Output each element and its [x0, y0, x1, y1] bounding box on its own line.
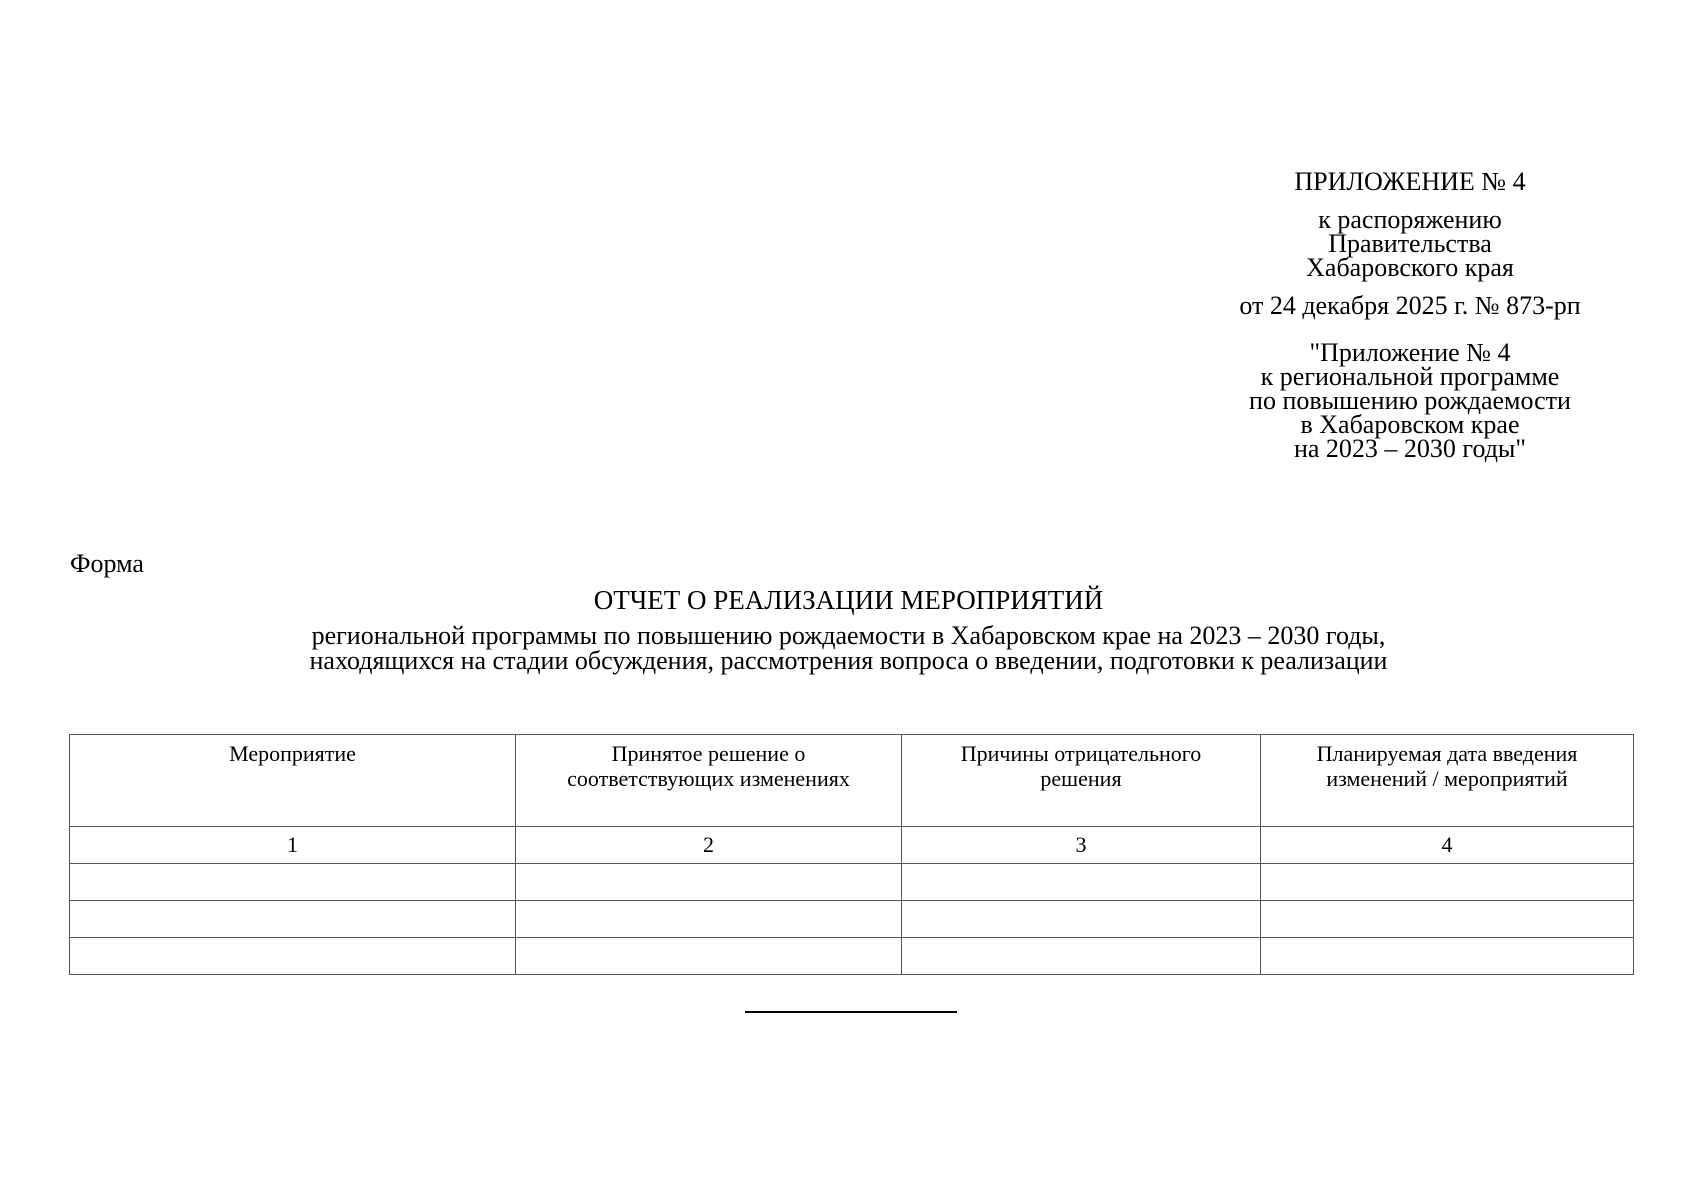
header-text: Причины отрицательного	[960, 741, 1202, 766]
table-cell	[70, 938, 516, 975]
header-text: Мероприятие	[229, 741, 356, 766]
report-table	[69, 734, 1634, 975]
table-cell	[516, 864, 902, 901]
table-cell	[1261, 938, 1634, 975]
table-cell	[902, 938, 1261, 975]
annex-line-government: Правительства	[1328, 229, 1492, 258]
header-planned-date	[1261, 735, 1634, 827]
table-cell	[1261, 901, 1634, 938]
header-activity	[70, 735, 516, 827]
header-text: Принятое решение о	[611, 741, 806, 766]
annex-quote-line: по повышению рождаемости	[1249, 386, 1571, 415]
report-subtitle	[0, 623, 1697, 673]
header-text: изменений / мероприятий	[1326, 766, 1568, 791]
column-number: 2	[516, 827, 902, 864]
annex-line-region: Хабаровского края	[1306, 253, 1514, 282]
annex-quote-line: к региональной программе	[1260, 362, 1560, 391]
column-number: 4	[1261, 827, 1634, 864]
table-cell	[902, 864, 1261, 901]
header-decision	[516, 735, 902, 827]
column-number: 1	[70, 827, 516, 864]
annex-title: ПРИЛОЖЕНИЕ № 4	[1294, 167, 1526, 196]
annex-quote-line: в Хабаровском крае	[1300, 410, 1520, 439]
report-title: ОТЧЕТ О РЕАЛИЗАЦИИ МЕРОПРИЯТИЙ	[593, 585, 1104, 615]
header-text: Планируемая дата введения	[1316, 741, 1578, 766]
annex-line-order: к распоряжению	[1318, 205, 1502, 234]
table-cell	[70, 901, 516, 938]
annex-date: от 24 декабря 2025 г. № 873-рп	[1239, 291, 1581, 320]
table-number-row	[70, 827, 1634, 864]
column-number: 3	[902, 827, 1261, 864]
table-row	[70, 901, 1634, 938]
table-cell	[516, 938, 902, 975]
table-row	[70, 938, 1634, 975]
header-reasons	[902, 735, 1261, 827]
report-subtitle-line: региональной программы по повышению рождаемости в Хабаровском крае на 2023 – 2030 годы,	[311, 621, 1386, 650]
annex-quote-line: "Приложение № 4	[1309, 338, 1511, 367]
table-cell	[902, 901, 1261, 938]
header-text: соответствующих изменениях	[567, 766, 850, 791]
form-label: Форма	[70, 549, 144, 578]
table-cell	[516, 901, 902, 938]
table-header-row	[70, 735, 1634, 827]
header-text: решения	[1040, 766, 1122, 791]
table-cell	[70, 864, 516, 901]
table-row	[70, 864, 1634, 901]
table-cell	[1261, 864, 1634, 901]
report-subtitle-line: находящихся на стадии обсуждения, рассмотрения вопроса о введении, подготовки к реализации	[309, 646, 1388, 675]
annex-quote-line: на 2023 – 2030 годы"	[1293, 434, 1527, 463]
end-divider	[745, 1011, 957, 1013]
annex-quote	[1200, 338, 1620, 463]
